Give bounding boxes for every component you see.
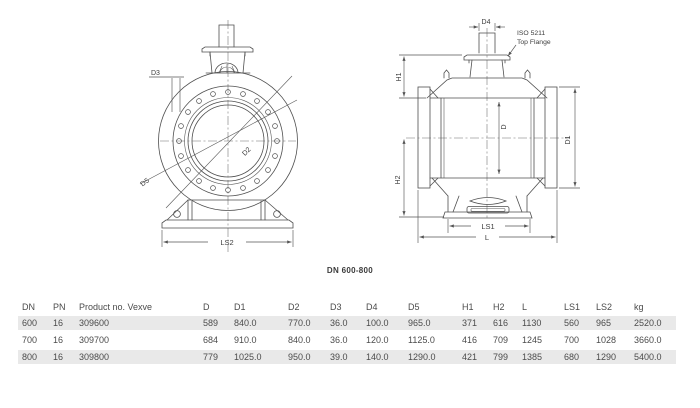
table-cell: 16 <box>53 335 64 345</box>
column-header: D <box>203 302 210 312</box>
table-cell: 120.0 <box>366 335 389 345</box>
table-cell: 684 <box>203 335 219 345</box>
table-cell: 950.0 <box>284 350 326 364</box>
column-header: kg <box>634 302 644 312</box>
table-cell: 1025.0 <box>230 350 284 364</box>
table-row <box>18 316 676 330</box>
column-header: LS1 <box>564 302 581 312</box>
dim-label-d1: D1 <box>565 135 572 145</box>
table-cell: 1028 <box>596 335 617 345</box>
table-row <box>18 333 676 347</box>
table-cell: 36.0 <box>330 335 348 345</box>
column-header: D1 <box>234 302 246 312</box>
table-cell: 36.0 <box>326 316 362 330</box>
table-cell: 309700 <box>79 335 110 345</box>
dim-label-d2: D2 <box>241 146 253 158</box>
stem-shaft <box>219 25 234 47</box>
table-cell: 779 <box>199 350 230 364</box>
spec-table <box>18 299 676 367</box>
table-cell: 421 <box>458 350 489 364</box>
table-cell: 2520.0 <box>630 316 676 330</box>
table-cell: 16 <box>49 350 75 364</box>
iso-leader-line <box>508 45 516 56</box>
table-cell: 371 <box>458 316 489 330</box>
table-cell: 840.0 <box>230 316 284 330</box>
table-cell: 616 <box>489 316 518 330</box>
side-view <box>395 19 580 243</box>
column-header: D3 <box>330 302 342 312</box>
stem-flange <box>202 47 253 52</box>
ls1-dimension <box>448 219 530 233</box>
table-cell: 1385 <box>518 350 560 364</box>
dim-label-l: L <box>484 233 490 242</box>
skirt-base <box>432 178 543 218</box>
table-cell: 309600 <box>75 316 199 330</box>
table-cell: 5400.0 <box>630 350 676 364</box>
drawing-caption: DN 600-800 <box>326 266 374 275</box>
column-header: D2 <box>288 302 300 312</box>
dim-label-h1: H1 <box>396 72 403 82</box>
table-cell: 1290 <box>592 350 630 364</box>
column-header: D4 <box>366 302 378 312</box>
table-cell: 965 <box>592 316 630 330</box>
iso5211-note-line2: Top Flange <box>517 39 551 46</box>
table-cell: 589 <box>199 316 230 330</box>
table-cell: 800 <box>18 350 49 364</box>
front-view <box>139 20 297 252</box>
column-header: H2 <box>493 302 505 312</box>
left-flange <box>418 87 430 188</box>
bonnet-stud-right <box>525 70 530 78</box>
dim-label-ls2: LS2 <box>220 238 234 247</box>
dim-label-h2: H2 <box>395 175 402 185</box>
table-cell: 680 <box>560 350 592 364</box>
dim-label-ls1: LS1 <box>481 222 495 231</box>
dim-label-d: D <box>501 124 508 130</box>
iso5211-note-line1: ISO 5211 <box>517 30 546 37</box>
table-cell: 840.0 <box>288 335 311 345</box>
d1-dimension <box>559 87 580 188</box>
table-cell: 965.0 <box>404 316 458 330</box>
table-cell: 709 <box>493 335 509 345</box>
dim-label-d5: D5 <box>139 177 151 189</box>
column-header: LS2 <box>596 302 613 312</box>
h1-dimension <box>396 55 462 98</box>
column-header: DN <box>22 302 35 312</box>
column-header: PN <box>53 302 66 312</box>
bonnet-stud-left <box>444 70 449 78</box>
table-cell: 910.0 <box>234 335 257 345</box>
table-cell: 1245 <box>522 335 543 345</box>
table-cell: 140.0 <box>362 350 404 364</box>
right-flange <box>545 87 557 188</box>
table-row <box>18 350 676 364</box>
table-cell: 1125.0 <box>408 335 435 345</box>
table-cell: 416 <box>462 335 478 345</box>
dim-label-d4: D4 <box>481 19 491 26</box>
table-cell: 16 <box>49 316 75 330</box>
table-cell: 1130 <box>518 316 560 330</box>
column-header: D5 <box>408 302 420 312</box>
column-header: L <box>522 302 528 312</box>
table-cell: 600 <box>18 316 49 330</box>
table-cell: 770.0 <box>284 316 326 330</box>
table-cell: 700 <box>22 335 38 345</box>
table-cell: 1290.0 <box>404 350 458 364</box>
dim-label-d3: D3 <box>151 70 160 77</box>
table-cell: 100.0 <box>362 316 404 330</box>
l-dimension <box>418 190 557 243</box>
header-row <box>18 302 676 313</box>
table-cell: 309800 <box>75 350 199 364</box>
column-header: Product no. Vexve <box>79 302 153 312</box>
table-cell: 560 <box>560 316 592 330</box>
table-cell: 39.0 <box>326 350 362 364</box>
table-cell: 3660.0 <box>634 335 662 345</box>
table-cell: 799 <box>489 350 518 364</box>
table-cell: 700 <box>564 335 580 345</box>
support-feet <box>162 200 293 228</box>
column-header: H1 <box>462 302 474 312</box>
ls2-dimension <box>162 230 293 247</box>
